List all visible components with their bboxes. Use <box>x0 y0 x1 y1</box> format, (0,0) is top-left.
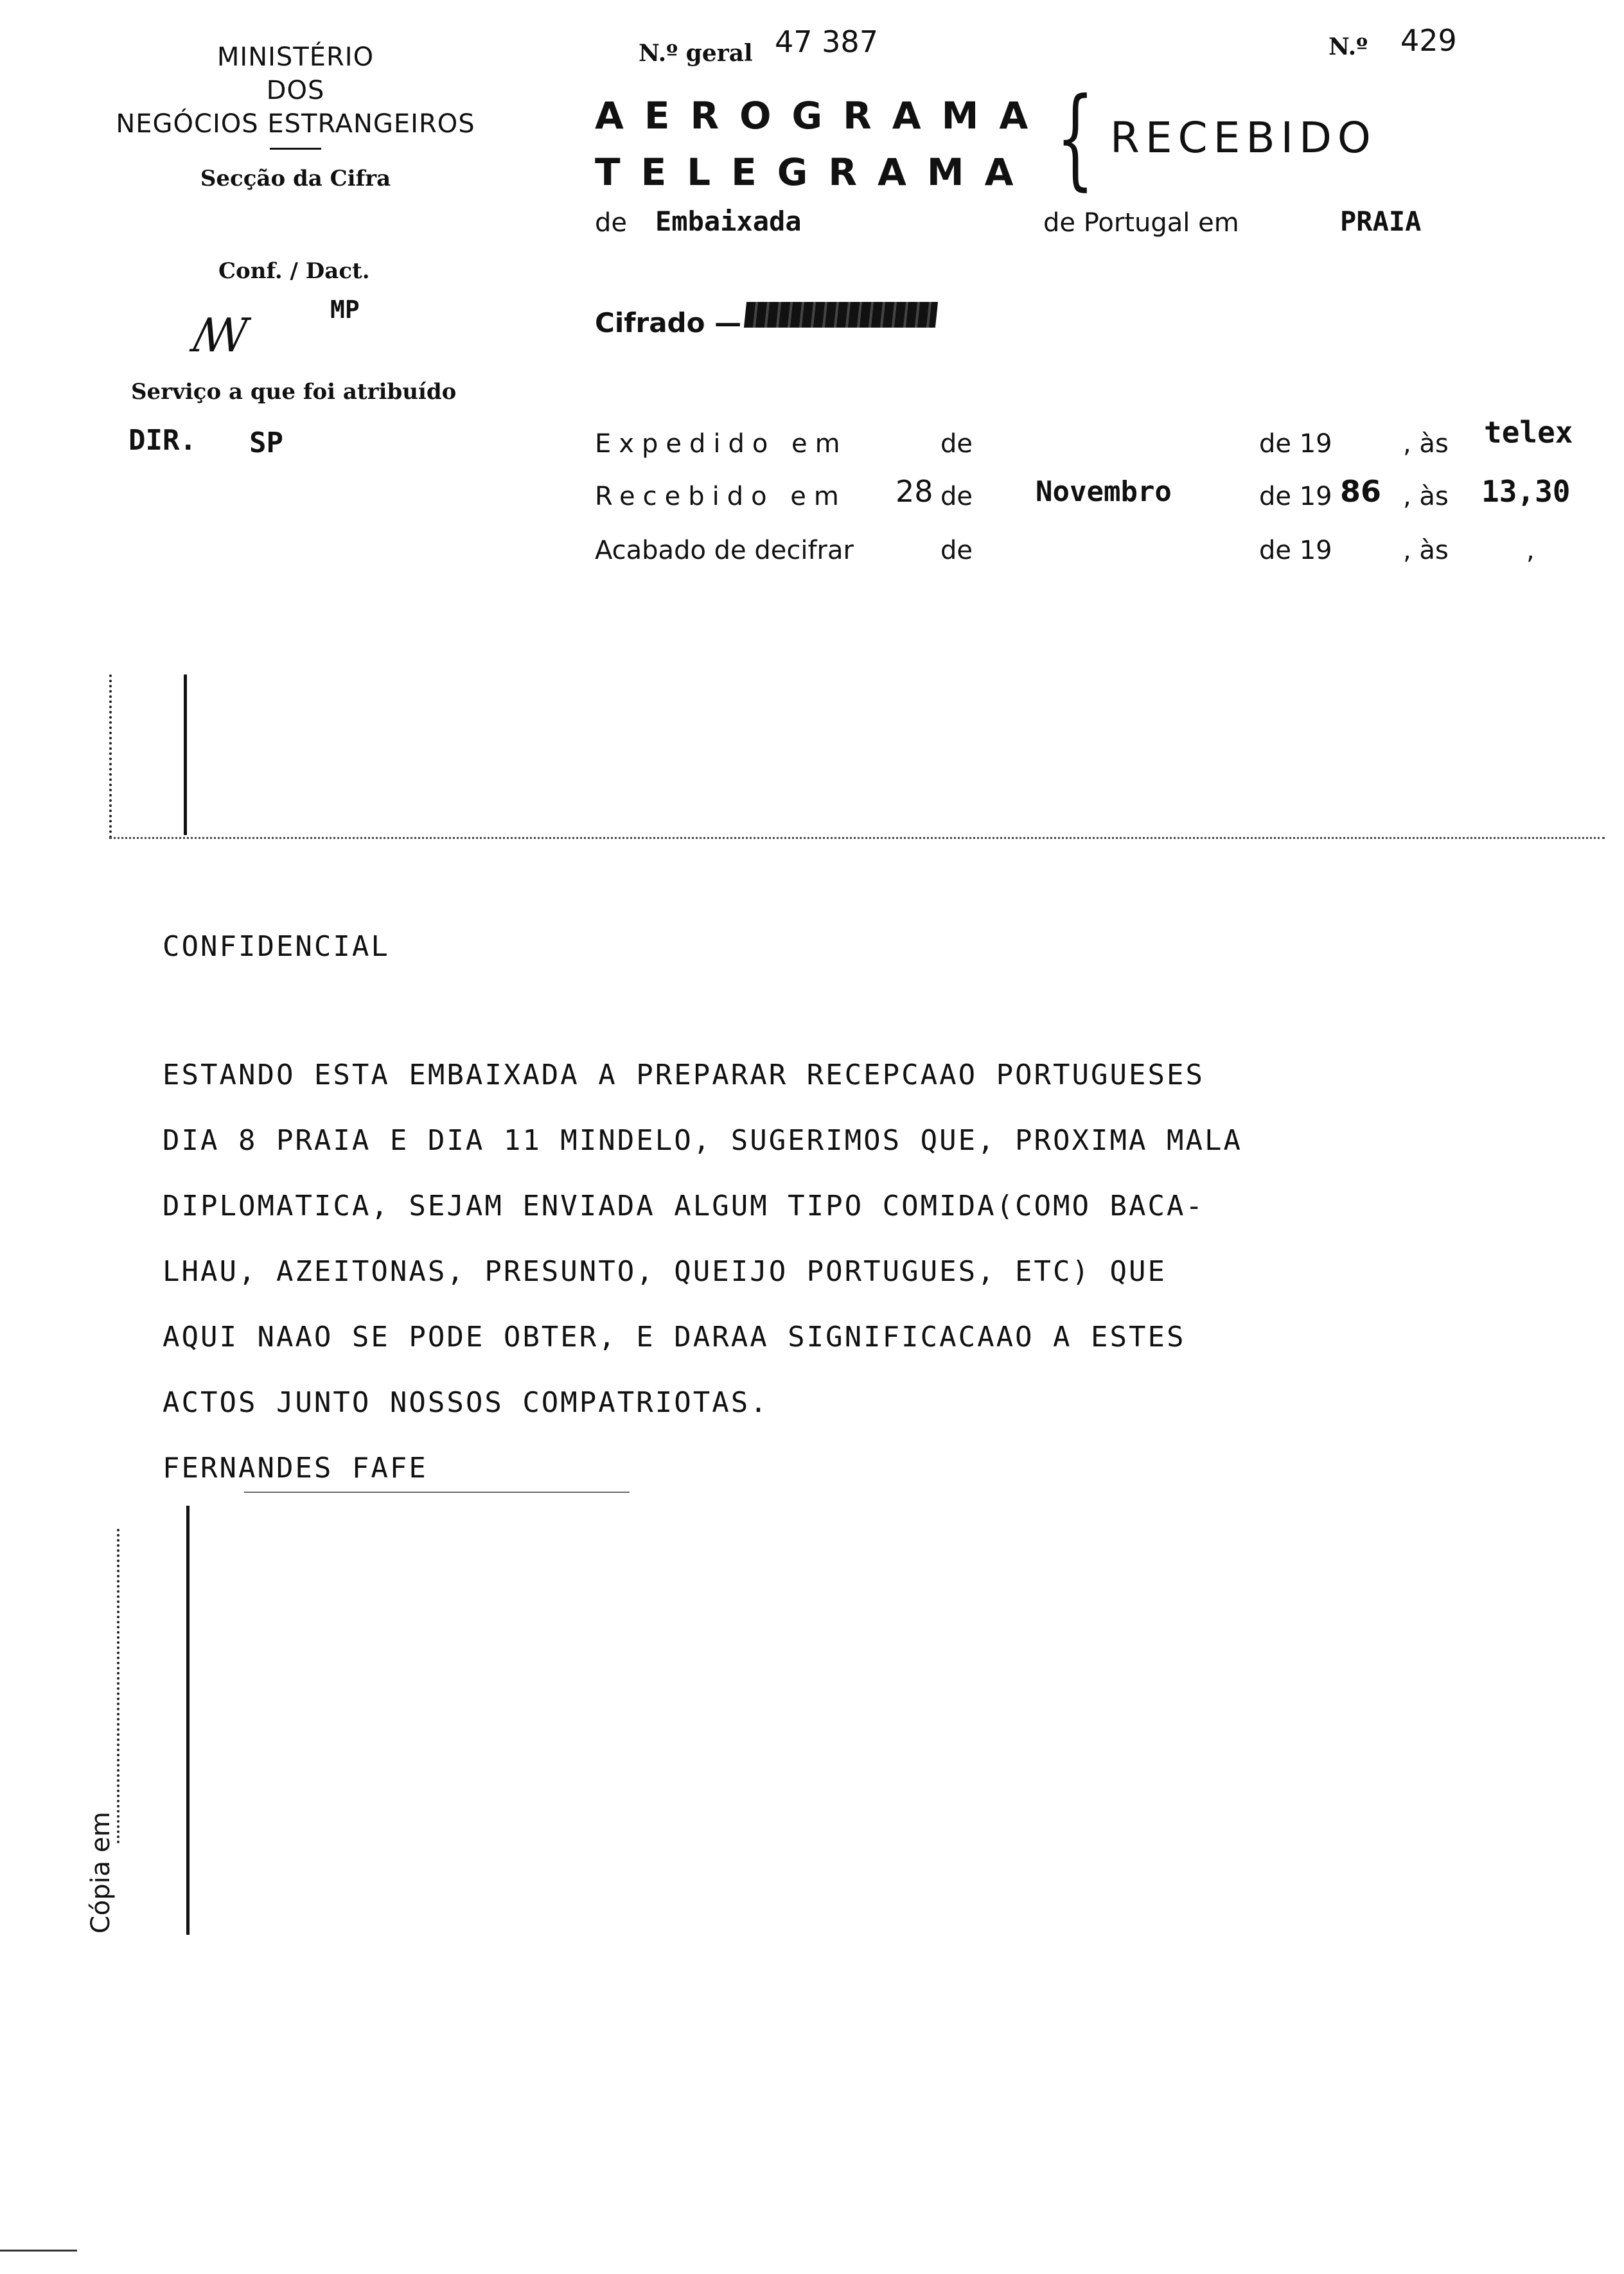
conf-dact-label: Conf. / Dact. <box>218 258 370 284</box>
portugal-in-label: de Portugal em <box>1043 208 1239 238</box>
received-de-label: de <box>940 482 973 511</box>
general-number-value: 47 387 <box>775 24 878 59</box>
upper-dotted-margin <box>109 674 112 838</box>
sent-time-value: telex <box>1484 415 1573 450</box>
service-assigned-value-2: SP <box>249 427 283 459</box>
received-year-value: 86 <box>1340 474 1382 509</box>
signature-underline <box>244 1492 630 1493</box>
deciphered-time-label: , às <box>1403 536 1449 565</box>
ministry-name-line1: MINISTÉRIO <box>216 42 375 72</box>
lower-dotted-margin <box>117 1529 119 1844</box>
deciphered-label: Acabado de decifrar <box>595 536 854 565</box>
copy-in-label: Cópia em <box>86 1811 116 1934</box>
signature: FERNANDES FAFE <box>163 1452 428 1485</box>
message-line: DIA 8 PRAIA E DIA 11 MINDELO, SUGERIMOS QUE, PROXIMA MALA <box>163 1124 1242 1157</box>
aerograma-heading: AEROGRAMA <box>595 94 1049 137</box>
cipher-section-label: Secção da Cifra <box>200 166 391 191</box>
message-line: ESTANDO ESTA EMBAIXADA A PREPARAR RECEPCAAO PORTUGUESES <box>163 1059 1205 1091</box>
received-time-value: 13,30 <box>1481 474 1571 509</box>
ministry-name-line2: DOS <box>266 76 325 105</box>
cifrado-label: Cifrado — <box>595 307 742 339</box>
received-stamp-text: RECEBIDO <box>1110 113 1377 163</box>
upper-vertical-rule <box>184 674 187 835</box>
sent-label: Expedido em <box>595 429 848 459</box>
number-label: N.º <box>1328 33 1368 60</box>
header-dotted-separator <box>109 837 1605 839</box>
number-value: 429 <box>1400 23 1457 58</box>
lower-vertical-rule <box>186 1506 190 1935</box>
deciphered-de-label: de <box>940 536 973 565</box>
deciphered-time-value: , <box>1526 536 1535 565</box>
general-number-label: N.º geral <box>639 40 753 67</box>
place-value: PRAIA <box>1340 206 1422 237</box>
sent-time-label: , às <box>1403 429 1449 459</box>
message-line: DIPLOMATICA, SEJAM ENVIADA ALGUM TIPO COMIDA(COMO BACA- <box>163 1190 1205 1222</box>
curly-brace-symbol: { <box>1056 75 1095 202</box>
redacted-text-block <box>744 302 938 328</box>
received-year-label: de 19 <box>1259 482 1332 511</box>
ministry-divider <box>270 148 321 150</box>
sent-de-label: de <box>940 429 973 459</box>
service-assigned-label: Serviço a que foi atribuído <box>131 379 457 405</box>
page-bottom-edge <box>0 2250 77 2252</box>
ministry-name-line3: NEGÓCIOS ESTRANGEIROS <box>116 109 475 139</box>
handwritten-initials: ꟿ <box>193 308 249 362</box>
conf-dact-initials: MP <box>330 295 360 324</box>
telegrama-heading: TELEGRAMA <box>595 150 1034 194</box>
from-label: de <box>595 208 627 238</box>
message-line: LHAU, AZEITONAS, PRESUNTO, QUEIJO PORTUGUES, ETC) QUE <box>163 1255 1167 1288</box>
classification-label: CONFIDENCIAL <box>163 930 390 963</box>
message-line: ACTOS JUNTO NOSSOS COMPATRIOTAS. <box>163 1386 769 1419</box>
received-time-label: , às <box>1403 482 1449 511</box>
message-line: AQUI NAAO SE PODE OBTER, E DARAA SIGNIFICACAAO A ESTES <box>163 1321 1186 1353</box>
service-assigned-value: DIR. <box>128 424 197 457</box>
received-label: Recebido em <box>595 482 847 511</box>
received-day-value: 28 <box>896 474 933 509</box>
sent-year-label: de 19 <box>1259 429 1332 459</box>
received-month-value: Novembro <box>1036 475 1172 508</box>
deciphered-year-label: de 19 <box>1259 536 1332 565</box>
from-value: Embaixada <box>655 206 802 237</box>
